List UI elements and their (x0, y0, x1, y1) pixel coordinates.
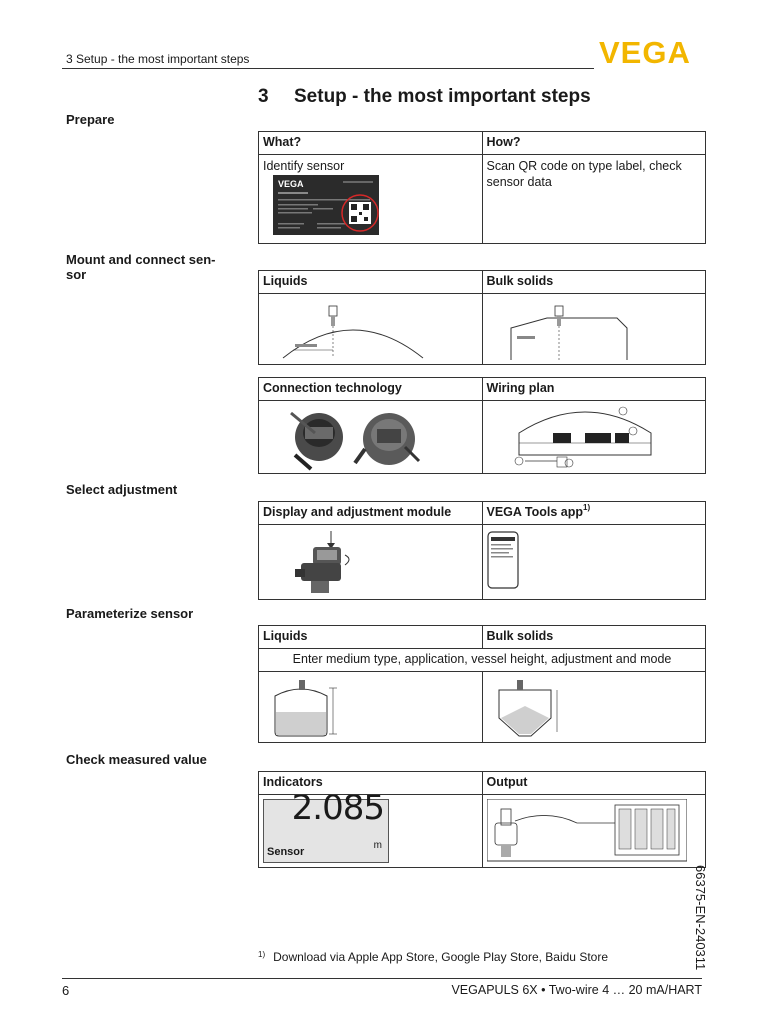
footer-rule (62, 978, 702, 979)
table-header-row (259, 378, 705, 401)
col-wiring-plan: Wiring plan (486, 381, 555, 395)
measured-value: 2.085 (291, 795, 384, 828)
footer-title: VEGAPULS 6X • Two-wire 4 … 20 mA/HART (451, 983, 702, 997)
parameterize-instruction: Enter medium type, application, vessel height, adjustment and mode (259, 649, 705, 672)
section-prepare: Prepare (66, 112, 115, 127)
header-rule (62, 68, 594, 69)
col-bulk-solids: Bulk solids (486, 274, 554, 288)
chapter-title (258, 86, 591, 108)
display-module-image (285, 527, 365, 595)
table-row (259, 672, 705, 742)
liquid-vessel-drawing (271, 676, 361, 740)
document-id (693, 865, 728, 975)
chapter-number: 3 (258, 86, 269, 107)
measured-unit: m (373, 840, 382, 851)
svg-text:VEGA: VEGA (278, 179, 304, 189)
col-liquids: Liquids (259, 626, 483, 648)
footnote-text: Download via Apple App Store, Google Play Store, Baidu Store (273, 950, 608, 964)
table-header-row (259, 132, 705, 155)
parameterize-table (258, 625, 706, 743)
liquids-mounting-drawing-cell (259, 294, 483, 364)
table-header-row (259, 772, 705, 795)
running-title: 3 Setup - the most important steps (66, 52, 250, 66)
table-header-row (259, 502, 705, 525)
logo-text: VEGA (599, 36, 691, 68)
liquids-vessel-cell (259, 672, 483, 742)
identify-sensor-cell (259, 155, 483, 243)
bulk-vessel-drawing (495, 676, 585, 740)
table-row (259, 401, 705, 473)
indicator-cell (259, 795, 483, 867)
table-header-row (259, 626, 705, 649)
app-screenshot-cell (483, 525, 706, 599)
bulk-mounting-drawing-cell (483, 294, 706, 364)
document-id-text: 66375-EN-240311 (693, 865, 708, 971)
table-header-row (259, 271, 705, 294)
check-value-table (258, 771, 706, 868)
col-output: Output (486, 775, 528, 789)
col-bulk-solids: Bulk solids (486, 629, 554, 643)
table-row (259, 795, 705, 867)
wiring-plan-drawing (513, 403, 663, 471)
wiring-plan-cell (483, 401, 706, 473)
display-module-image-cell (259, 525, 483, 599)
col-connection-technology: Connection technology (259, 378, 483, 400)
section-select: Select adjustment (66, 482, 178, 497)
liquids-mounting-drawing (279, 300, 439, 360)
table-row (259, 155, 705, 243)
section-mount: Mount and connect sen- sor (66, 252, 216, 282)
vega-tools-app-label: VEGA Tools app (486, 505, 584, 519)
type-label-image (273, 175, 385, 237)
output-wiring-image (487, 799, 687, 863)
col-how: How? (486, 135, 521, 149)
section-parameterize: Parameterize sensor (66, 606, 194, 621)
table-row (259, 294, 705, 364)
footnote-mark: 1) (258, 950, 266, 959)
vega-logo (597, 36, 705, 68)
section-check: Check measured value (66, 752, 207, 767)
col-what: What? (259, 132, 483, 154)
connection-technology-photo (285, 403, 445, 471)
identify-sensor-text: Identify sensor (263, 159, 345, 173)
scan-qr-text: Scan QR code on type label, check sensor data (486, 159, 682, 189)
connection-table (258, 377, 706, 474)
bulk-mounting-drawing (507, 300, 667, 360)
col-indicators: Indicators (259, 772, 483, 794)
page-number: 6 (62, 983, 70, 998)
smartphone-app-image (487, 531, 521, 591)
col-liquids: Liquids (259, 271, 483, 293)
connection-photo-cell (259, 401, 483, 473)
bulk-vessel-cell (483, 672, 706, 742)
prepare-table (258, 131, 706, 244)
display-screen (263, 795, 389, 863)
mount-table (258, 270, 706, 365)
select-adjustment-table (258, 501, 706, 600)
output-cell (483, 795, 706, 867)
footnote (258, 950, 608, 964)
col-display-adjustment-module: Display and adjustment module (259, 502, 483, 524)
col-vega-tools-app (483, 502, 706, 524)
chapter-heading: Setup - the most important steps (294, 86, 591, 107)
display-label: Sensor (267, 846, 305, 858)
footnote-ref: 1) (583, 503, 591, 512)
table-row (259, 525, 705, 599)
